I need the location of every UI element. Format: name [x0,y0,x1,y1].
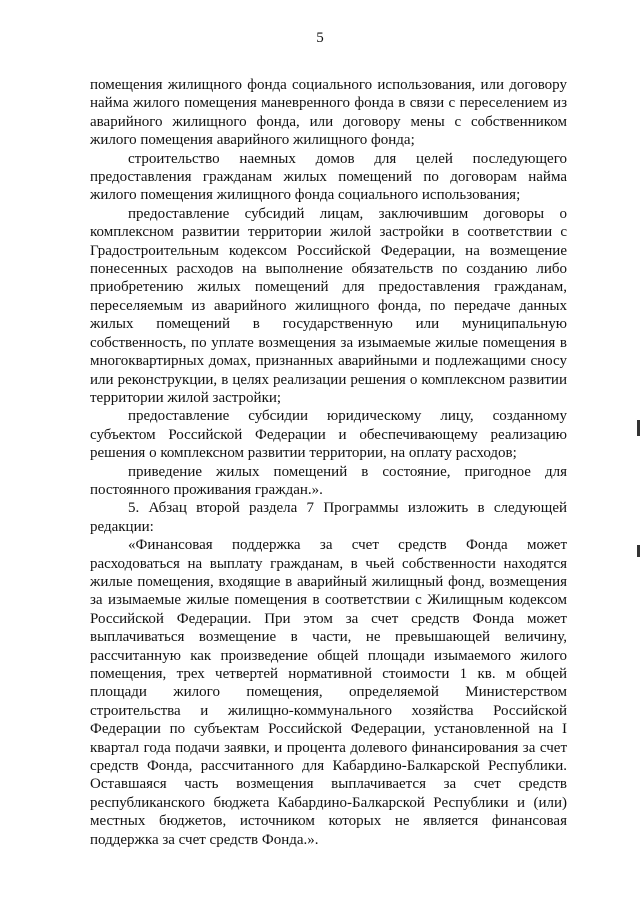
document-body [90,76,567,849]
paragraph-4: предоставление субсидии юридическому лицу, созданному субъектом Российской Федерации и обеспечивающему реализацию решения о комплексном развитии территории, на оплату расходов; [90,408,567,462]
paragraph-2: строительство наемных домов для целей последующего предоставления гражданам жилых помещений по договорам найма жилого помещения жилищного фонда социального использования; [90,150,567,204]
page-number: 5 [316,30,324,46]
paragraph-1: помещения жилищного фонда социального использования, или договору найма жилого помещения маневренного фонда в связи с переселением из аварийного жилищного фонда, или договору мены с собственником жилого помещения аварийного жилищного фонда; [90,77,567,149]
paragraph-7: «Финансовая поддержка за счет средств Фонда может расходоваться на выплату гражданам, в чьей собственности находятся жилые помещения, входящие в аварийный жилищный фонд, возмещения за изымаемые жилые помещения в соответствии с Жилищным кодексом Российской Федерации. При этом за счет средств Фонда может выплачиваться возмещение в части, не превышающей величину, рассчитанную как произведение общей площади изымаемого жилого помещения, трех четвертей нормативной стоимости 1 кв. м общей площади жилого помещения, определяемой Министерством строительства и жилищно-коммунального хозяйства Российской Федерации по субъектам Российской Федерации, установленной на I квартал года подачи заявки, и процента долевого финансирования за счет средств Фонда, рассчитанного для Кабардино-Балкарской Республики. Оставшаяся часть возмещения выплачивается за счет средств республиканского бюджета Кабардино-Балкарской Республики и (или) местных бюджетов, источником которых не является финансовая поддержка за счет средств Фонда.». [90,537,567,848]
paragraph-3: предоставление субсидий лицам, заключившим договоры о комплексном развитии территории жилой застройки в соответствии с Градостроительным кодексом Российской Федерации, на возмещение понесенных расходов на выполнение обязательств по созданию либо приобретению жилых помещений для предоставления гражданам, переселяемым из аварийного жилищного фонда, по передаче данных жилых помещений в государственную или муниципальную собственность, по уплате возмещения за изымаемые жилые помещения в многоквартирных домах, признанных аварийными и подлежащими сносу или реконструкции, в целях реализации решения о комплексном развитии территории жилой застройки; [90,205,567,406]
paragraph-5: приведение жилых помещений в состояние, пригодное для постоянного проживания граждан.». [90,463,567,498]
paragraph-6: 5. Абзац второй раздела 7 Программы изложить в следующей редакции: [90,500,567,535]
